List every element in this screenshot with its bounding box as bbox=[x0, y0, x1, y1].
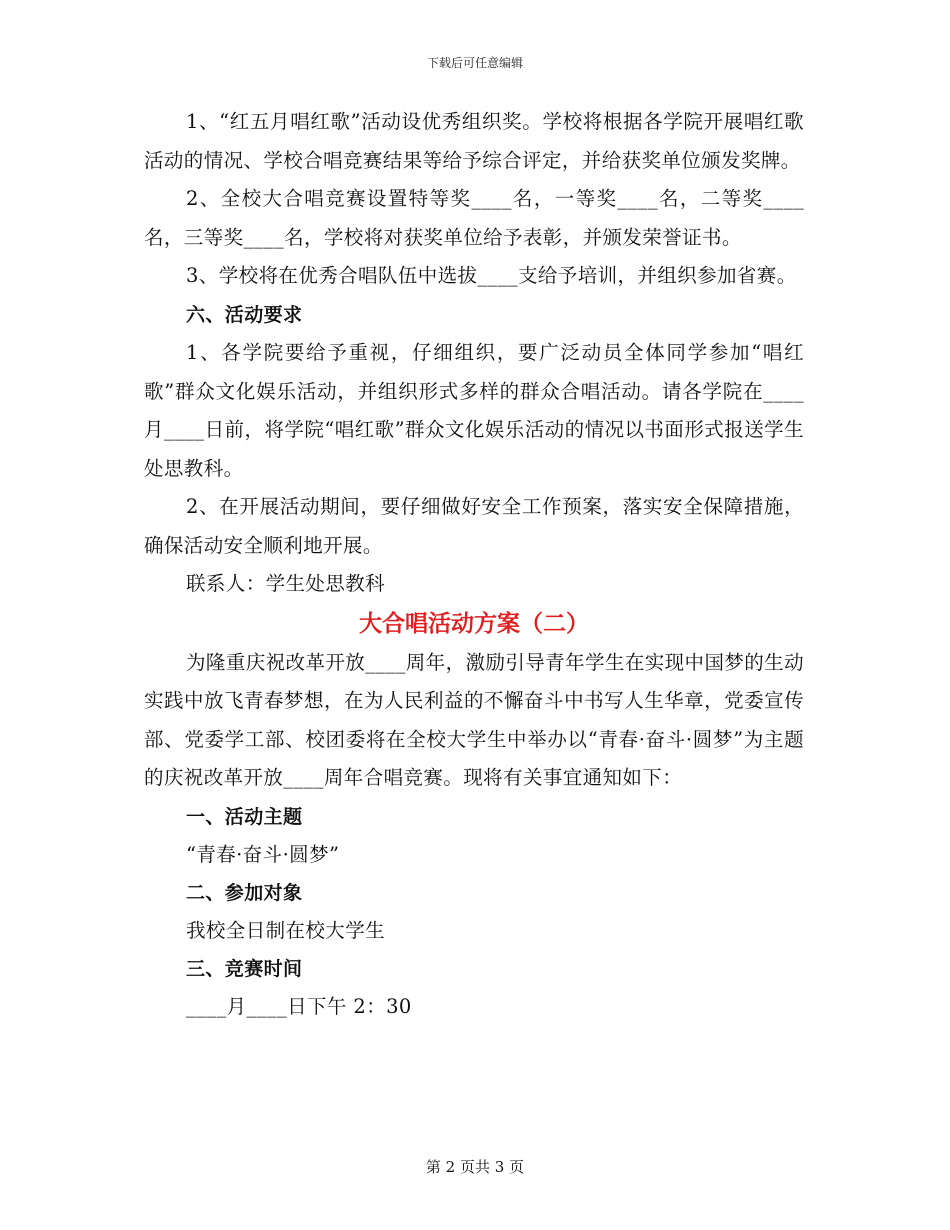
para-intro: 为隆重庆祝改革开放____周年，激励引导青年学生在实现中国梦的生动实践中放飞青春梦想，在为人民利益的不懈奋斗中书写人生华章，党委宣传部、党委学工部、校团委将在全校大学生中举办以“青春·奋斗·圆梦”为主题的庆祝改革开放____周年合唱竞赛。现将有关事宜通知如下： bbox=[144, 650, 804, 789]
para-award-1: 1、“红五月唱红歌”活动设优秀组织奖。学校将根据各学院开展唱红歌活动的情况、学校合唱竞赛结果等给予综合评定，并给获奖单位颁发奖牌。 bbox=[144, 110, 804, 172]
heading-theme: 一、活动主题 bbox=[186, 805, 303, 828]
page-footer: 第 2 页共 3 页 bbox=[425, 1158, 525, 1176]
heading-requirements: 六、活动要求 bbox=[186, 303, 303, 326]
page-header: 下载后可任意编辑 bbox=[426, 56, 523, 70]
heading-time: 三、竞赛时间 bbox=[186, 957, 303, 980]
para-award-3: 3、学校将在优秀合唱队伍中选拔____支给予培训，并组织参加省赛。 bbox=[186, 264, 797, 287]
participants-text: 我校全日制在校大学生 bbox=[186, 918, 386, 942]
document-body bbox=[144, 103, 804, 1026]
para-award-2: 2、全校大合唱竞赛设置特等奖____名，一等奖____名，二等奖____名，三等奖____名，学校将对获奖单位给予表彰，并颁发荣誉证书。 bbox=[144, 187, 804, 249]
heading-participants: 二、参加对象 bbox=[186, 881, 303, 904]
para-req-2: 2、在开展活动期间，要仔细做好安全工作预案，落实安全保障措施，确保活动安全顺利地开展。 bbox=[144, 495, 804, 557]
section-title: 大合唱活动方案（二） bbox=[359, 610, 589, 637]
theme-text: “青春·奋斗·圆梦” bbox=[186, 842, 340, 866]
contact-line: 联系人：学生处思教科 bbox=[186, 572, 386, 595]
para-req-1: 1、各学院要给予重视，仔细组织，要广泛动员全体同学参加“唱红歌”群众文化娱乐活动，并组织形式多样的群众合唱活动。请各学院在____月____日前，将学院“唱红歌”群众文化娱乐活动的情况以书面形式报送学生处思教科。 bbox=[144, 341, 804, 480]
time-text: ____月____日下午 2：30 bbox=[186, 994, 412, 1018]
